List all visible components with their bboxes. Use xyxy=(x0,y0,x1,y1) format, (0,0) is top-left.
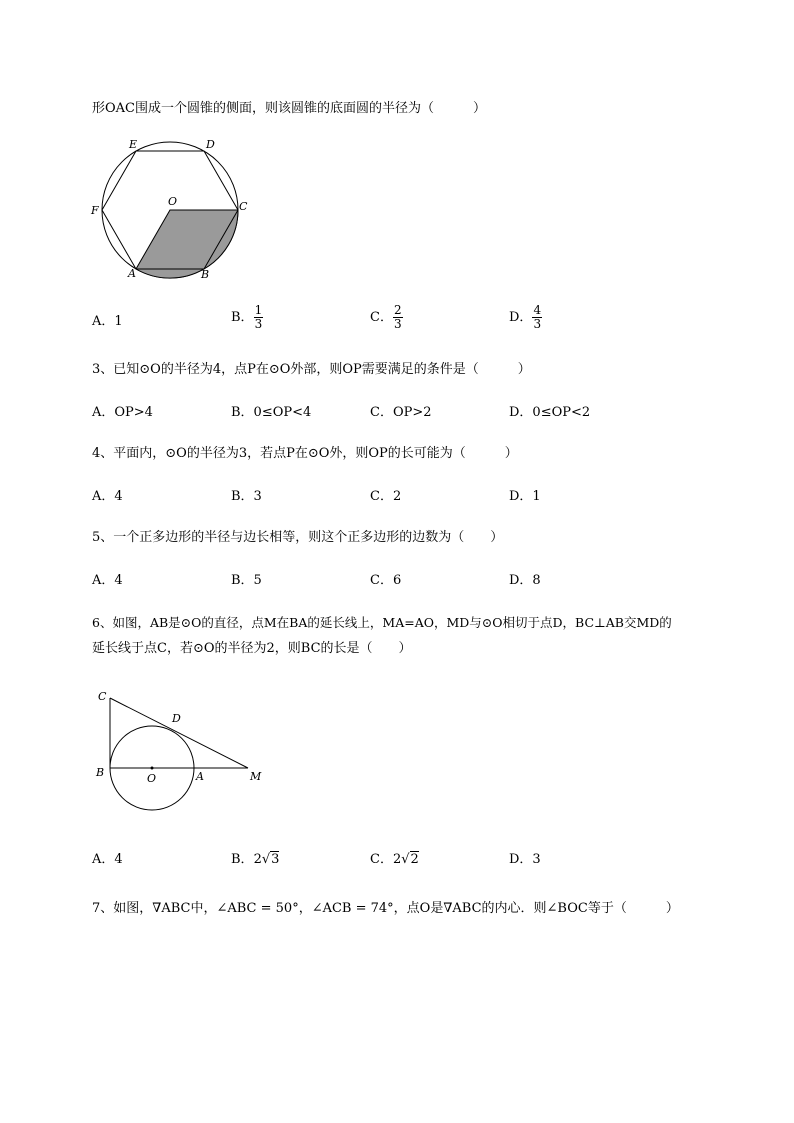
q6-option-c-coef: 2 xyxy=(392,852,402,867)
q3-option-a[interactable]: A．OP>4 xyxy=(92,405,153,420)
q2-option-c-prefix: C． xyxy=(370,310,393,325)
q6-label-A: A xyxy=(196,770,204,783)
q6-point-o xyxy=(151,767,154,770)
q4-option-a[interactable]: A．4 xyxy=(92,489,123,504)
q6-option-b-radicand: 3 xyxy=(271,852,280,867)
q5-option-b[interactable]: B．5 xyxy=(231,573,262,588)
q6-label-B: B xyxy=(96,766,105,779)
q2-option-d-den: 3 xyxy=(533,317,542,331)
q4-stem: 4、平面内，⊙O的半径为3，若点P在⊙O外，则OP的长可能为（ ） xyxy=(92,446,518,461)
q6-option-a[interactable]: A．4 xyxy=(92,852,123,867)
q4-option-b[interactable]: B．3 xyxy=(231,489,262,504)
q6-line-cm xyxy=(110,698,248,768)
q2-option-c[interactable] xyxy=(370,304,403,331)
q4-option-d[interactable]: D．1 xyxy=(509,489,541,504)
q3-stem: 3、已知⊙O的半径为4，点P在⊙O外部，则OP需要满足的条件是（ ） xyxy=(92,362,531,377)
q2-label-B: B xyxy=(201,268,210,281)
q2-option-c-fraction xyxy=(393,304,403,331)
q2-figure xyxy=(88,132,256,284)
q2-option-a[interactable] xyxy=(92,313,123,331)
q3-option-b[interactable]: B．0≤OP<4 xyxy=(231,405,312,420)
q2-option-b-prefix: B． xyxy=(231,310,254,325)
q2-option-b-den: 3 xyxy=(254,317,263,331)
q4-option-c[interactable]: C．2 xyxy=(370,489,402,504)
q2-option-c-den: 3 xyxy=(393,317,402,331)
q2-stem: 形OAC围成一个圆锥的侧面，则该圆锥的底面圆的半径为（ ） xyxy=(92,101,486,116)
q6-option-b-coef: 2 xyxy=(253,852,262,867)
q2-option-d-num: 4 xyxy=(533,303,542,317)
q6-stem-line1: 6、如图，AB是⊙O的直径，点M在BA的延长线上，MA=AO，MD与⊙O相切于点D，BC⊥AB交MD的 xyxy=(92,615,672,630)
q6-option-b-radical-sign: √ xyxy=(261,852,271,867)
q2-option-b-fraction xyxy=(254,304,264,331)
q2-option-d-fraction xyxy=(532,304,542,331)
q6-option-c-radical-sign: √ xyxy=(401,852,410,867)
q3-option-c[interactable]: C．OP>2 xyxy=(370,405,432,420)
q6-label-C: C xyxy=(98,690,107,703)
q2-option-b[interactable] xyxy=(231,304,263,331)
q2-option-d-prefix: D． xyxy=(509,310,533,325)
q6-option-c-prefix: C． xyxy=(370,852,393,867)
q2-label-E: E xyxy=(129,138,138,151)
q6-option-c-radicand: 2 xyxy=(410,852,419,867)
q2-option-a-prefix: A． xyxy=(92,314,115,329)
q2-label-D: D xyxy=(206,138,215,151)
q2-option-a-value: 1 xyxy=(114,314,123,329)
q6-figure xyxy=(94,686,272,816)
q5-option-a[interactable]: A．4 xyxy=(92,573,123,588)
q2-option-d[interactable] xyxy=(509,304,542,331)
q2-label-F: F xyxy=(91,204,99,217)
q6-stem-line2: 延长线于点C，若⊙O的半径为2，则BC的长是（ ） xyxy=(92,641,412,656)
q2-option-c-num: 2 xyxy=(393,303,402,317)
q5-option-c[interactable]: C．6 xyxy=(370,573,402,588)
q2-shaded-sector xyxy=(136,210,238,278)
q6-option-c[interactable] xyxy=(370,851,419,869)
q5-option-d[interactable]: D．8 xyxy=(509,573,541,588)
q5-stem: 5、一个正多边形的半径与边长相等，则这个正多边形的边数为（ ） xyxy=(92,530,504,545)
q6-label-M: M xyxy=(250,770,262,783)
q6-option-b-prefix: B． xyxy=(231,852,254,867)
q2-option-b-num: 1 xyxy=(254,303,263,317)
q2-label-A: A xyxy=(128,267,136,280)
q6-label-D: D xyxy=(172,712,181,725)
q7-stem: 7、如图，∇ABC中，∠ABC = 50°，∠ACB = 74°，点O是∇ABC的内心．则∠BOC等于（ ） xyxy=(92,901,679,916)
q6-option-d[interactable]: D．3 xyxy=(509,852,541,867)
q2-label-O: O xyxy=(168,195,178,208)
q2-label-C: C xyxy=(239,200,248,213)
q3-option-d[interactable]: D．0≤OP<2 xyxy=(509,405,591,420)
q6-label-O: O xyxy=(147,772,157,785)
q6-option-b[interactable] xyxy=(231,851,279,869)
